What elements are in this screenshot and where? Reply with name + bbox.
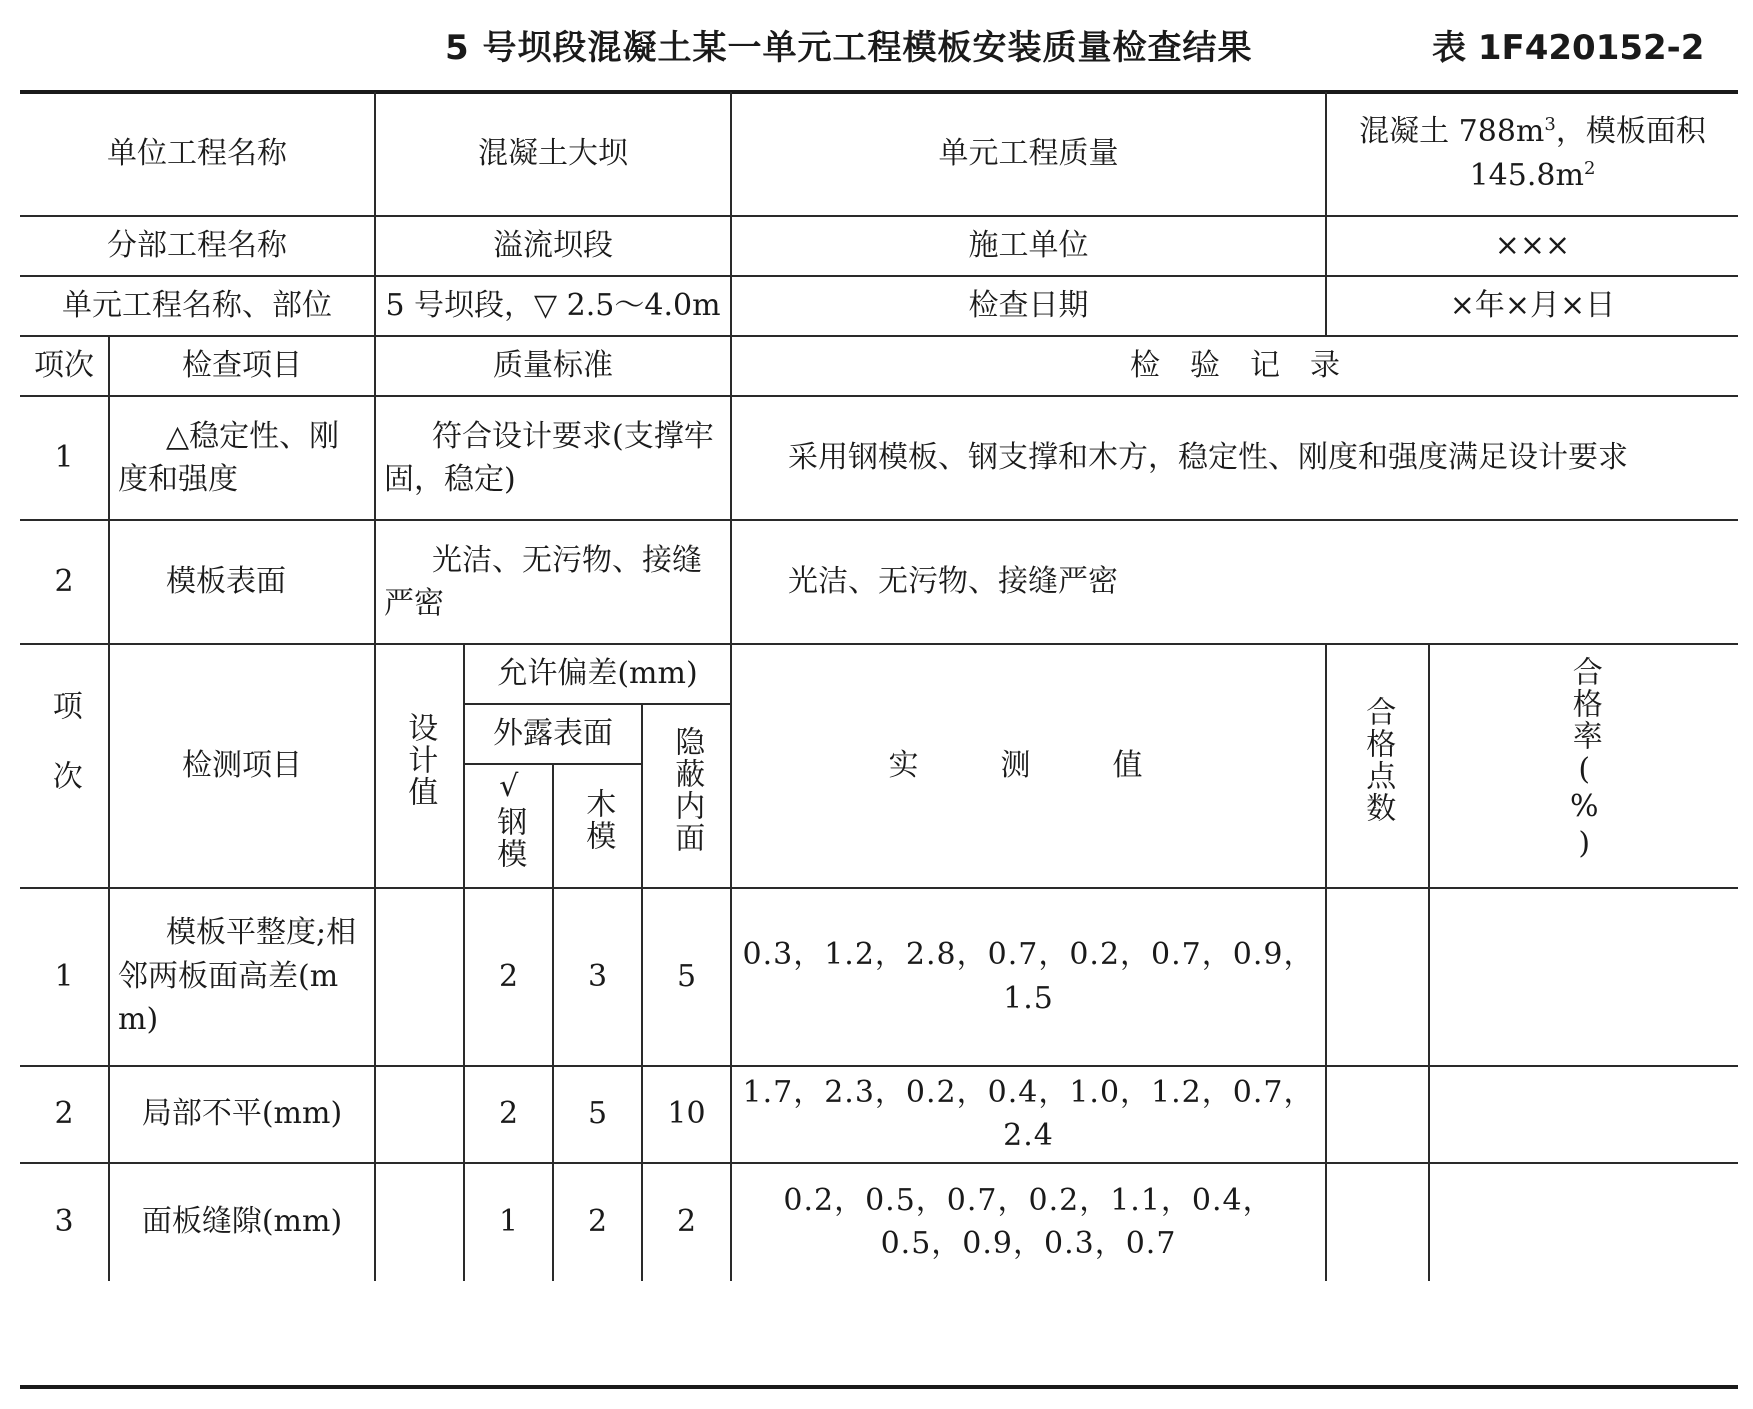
measure-steel: 1 [464,1163,553,1281]
measure-header-wood: 木模 [553,764,642,888]
info-row-unit [20,92,1738,216]
measure-no: 3 [20,1163,109,1281]
inspection-record: 采用钢模板、钢支撑和木方，稳定性、刚度和强度满足设计要求 [731,396,1738,520]
unit-quality-value [1326,92,1738,216]
measure-pass-rate [1429,888,1738,1066]
table-number: 表 1F420152-2 [1432,28,1705,68]
measure-values: 0.2，0.5，0.7，0.2，1.1，0.4，0.5，0.9，0.3，0.7 [731,1163,1326,1281]
date-label: 检查日期 [731,276,1326,336]
contractor-value: ××× [1326,216,1738,276]
unit-quality-mid: ，模板面积 [1555,114,1706,149]
measure-values: 1.7，2.3，0.2，0.4，1.0，1.2，0.7，2.4 [731,1066,1326,1163]
measure-header-row-1 [20,644,1738,704]
measure-header-tolerance: 允许偏差(mm) [464,644,731,704]
measure-wood: 5 [553,1066,642,1163]
measure-wood: 3 [553,888,642,1066]
unit-quality-label: 单元工程质量 [731,92,1326,216]
measure-row [20,1066,1738,1163]
unit-quality-sup1: 3 [1544,114,1556,135]
measure-steel: 2 [464,1066,553,1163]
measure-design [375,888,464,1066]
division-value: 溢流坝段 [375,216,731,276]
measure-item: 局部不平(mm) [109,1066,375,1163]
measure-design [375,1066,464,1163]
title-bar [0,20,1753,70]
measure-pass-points [1326,888,1429,1066]
info-row-division [20,216,1738,276]
measure-pass-points [1326,1066,1429,1163]
measure-item: 模板平整度;相邻两板面高差(mm) [109,888,375,1066]
inspection-item: △稳定性、刚度和强度 [109,396,375,520]
measure-wood: 2 [553,1163,642,1281]
inspection-table [20,92,1738,1281]
bottom-rule [20,1385,1738,1389]
inspection-no: 1 [20,396,109,520]
measure-no: 2 [20,1066,109,1163]
inspection-item: 模板表面 [109,520,375,644]
inspection-header-row [20,336,1738,396]
unit-project-value: 混凝土大坝 [375,92,731,216]
unit-quality-line1: 混凝土 788m [1359,114,1545,149]
measure-header-steel: √钢模 [464,764,553,888]
measure-item: 面板缝隙(mm) [109,1163,375,1281]
unit-name-label: 单元工程名称、部位 [20,276,375,336]
inspection-header-standard: 质量标准 [375,336,731,396]
unit-project-label: 单位工程名称 [20,92,375,216]
measure-hidden: 2 [642,1163,731,1281]
measure-header-pass-rate: 合格率(%) [1429,644,1738,888]
inspection-standard: 光洁、无污物、接缝严密 [375,520,731,644]
inspection-no: 2 [20,520,109,644]
unit-quality-sup2: 2 [1583,157,1596,179]
inspection-header-item: 检查项目 [109,336,375,396]
measure-pass-rate [1429,1066,1738,1163]
measure-pass-points [1326,1163,1429,1281]
inspection-table-wrap [20,92,1738,1281]
inspection-header-no: 项次 [20,336,109,396]
measure-row [20,888,1738,1066]
contractor-label: 施工单位 [731,216,1326,276]
measure-steel: 2 [464,888,553,1066]
measure-header-hidden: 隐蔽内面 [642,704,731,888]
measure-header-no: 项次 [20,644,109,888]
measure-header-design: 设计值 [375,644,464,888]
inspection-row [20,520,1738,644]
measure-hidden: 5 [642,888,731,1066]
measure-row [20,1163,1738,1281]
measure-header-pass-points: 合格点数 [1326,644,1429,888]
measure-pass-rate [1429,1163,1738,1281]
inspection-header-record: 检 验 记 录 [731,336,1738,396]
measure-header-item: 检测项目 [109,644,375,888]
measure-header-exposed: 外露表面 [464,704,642,764]
info-row-unit-name [20,276,1738,336]
page-title: 5 号坝段混凝土某一单元工程模板安装质量检查结果 [445,28,1253,68]
unit-quality-line2: 145.8m [1469,157,1584,193]
inspection-row [20,396,1738,520]
division-label: 分部工程名称 [20,216,375,276]
measure-values: 0.3，1.2，2.8，0.7，0.2，0.7，0.9，1.5 [731,888,1326,1066]
measure-hidden: 10 [642,1066,731,1163]
measure-no: 1 [20,888,109,1066]
inspection-record: 光洁、无污物、接缝严密 [731,520,1738,644]
inspection-standard: 符合设计要求(支撑牢固，稳定) [375,396,731,520]
measure-header-measured: 实 测 值 [731,644,1326,888]
unit-name-value: 5 号坝段，▽ 2.5～4.0m [375,276,731,336]
date-value: ×年×月×日 [1326,276,1738,336]
measure-design [375,1163,464,1281]
